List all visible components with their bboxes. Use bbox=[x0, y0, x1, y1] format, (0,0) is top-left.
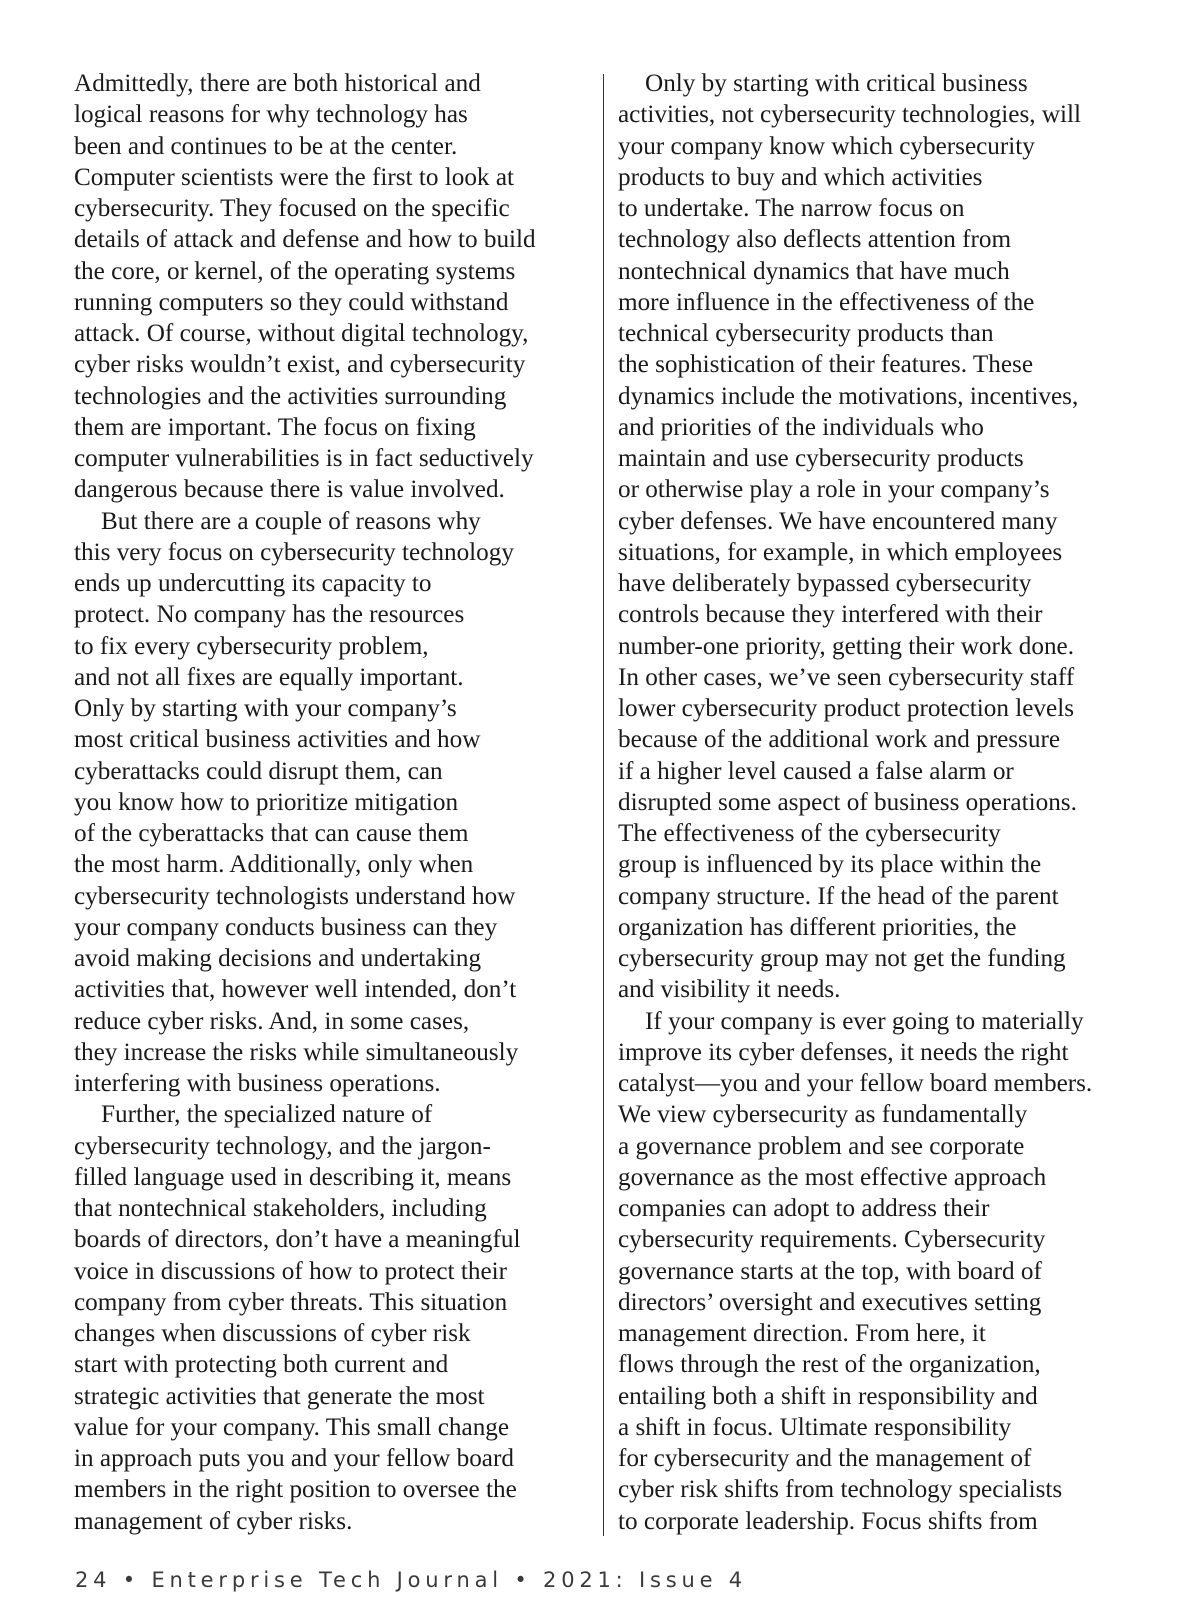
paragraph bbox=[74, 506, 582, 1100]
text-line: logical reasons for why technology has bbox=[74, 101, 468, 129]
text-line: The effectiveness of the cybersecurity bbox=[618, 820, 1001, 847]
text-line: have deliberately bypassed cybersecurity bbox=[618, 570, 1032, 597]
text-line: and not all fixes are equally important. bbox=[74, 663, 464, 691]
text-line: products to buy and which activities bbox=[618, 163, 983, 191]
text-line: the most harm. Additionally, only when bbox=[74, 851, 474, 879]
text-line: cybersecurity requirements. Cybersecurity bbox=[618, 1226, 1046, 1254]
text-line: that nontechnical stakeholders, including bbox=[74, 1195, 487, 1222]
text-line: if a higher level caused a false alarm or bbox=[618, 757, 1014, 785]
text-line: in approach puts you and your fellow board bbox=[74, 1445, 514, 1472]
text-line: or otherwise play a role in your company’s bbox=[618, 476, 1050, 504]
text-line: dangerous because there is value involved. bbox=[74, 476, 505, 504]
text-line: entailing both a shift in responsibility and bbox=[618, 1382, 1038, 1410]
text-line: disrupted some aspect of business operations. bbox=[618, 788, 1077, 816]
text-line: interfering with business operations. bbox=[74, 1070, 441, 1097]
text-line: group is influenced by its place within the bbox=[618, 851, 1042, 879]
text-line: computer vulnerabilities is in fact seductively bbox=[74, 445, 534, 472]
text-line: dynamics include the motivations, incentives, bbox=[618, 382, 1079, 410]
text-line: Admittedly, there are both historical and bbox=[74, 70, 481, 97]
text-line: them are important. The focus on fixing bbox=[74, 413, 476, 441]
text-line: flows through the rest of the organization, bbox=[618, 1351, 1041, 1379]
text-line: company structure. If the head of the parent bbox=[618, 882, 1059, 910]
text-line: your company conducts business can they bbox=[74, 913, 498, 941]
text-line: the core, or kernel, of the operating systems bbox=[74, 257, 516, 285]
text-line: number-one priority, getting their work done. bbox=[618, 632, 1075, 660]
column-divider bbox=[603, 74, 604, 1536]
text-line: they increase the risks while simultaneously bbox=[74, 1038, 519, 1066]
text-line: because of the additional work and pressure bbox=[618, 726, 1061, 754]
text-line: activities that, however well intended, don’t bbox=[74, 976, 517, 1004]
text-line: If your company is ever going to materially bbox=[645, 1007, 1084, 1035]
left-column bbox=[74, 68, 582, 1537]
text-line: situations, for example, in which employees bbox=[618, 538, 1063, 566]
text-line: technical cybersecurity products than bbox=[618, 320, 994, 347]
text-line: directors’ oversight and executives setting bbox=[618, 1288, 1042, 1316]
text-line: catalyst—you and your fellow board members. bbox=[618, 1070, 1093, 1097]
text-line: controls because they interfered with their bbox=[618, 601, 1043, 629]
paragraph bbox=[74, 1099, 582, 1537]
text-line: technology also deflects attention from bbox=[618, 226, 1012, 254]
text-line: technologies and the activities surrounding bbox=[74, 382, 507, 410]
text-line: to undertake. The narrow focus on bbox=[618, 195, 965, 222]
text-line: a governance problem and see corporate bbox=[618, 1132, 1025, 1160]
text-line: governance as the most effective approach bbox=[618, 1163, 1047, 1191]
text-line: for cybersecurity and the management of bbox=[618, 1445, 1032, 1472]
page-footer: 24 • Enterprise Tech Journal • 2021: Issue 4 bbox=[75, 1568, 747, 1592]
text-line: Further, the specialized nature of bbox=[101, 1101, 433, 1129]
text-line: In other cases, we’ve seen cybersecurity staff bbox=[618, 663, 1075, 691]
right-column bbox=[618, 68, 1134, 1537]
text-line: the sophistication of their features. These bbox=[618, 351, 1034, 379]
text-line: you know how to prioritize mitigation bbox=[74, 788, 459, 816]
text-line: activities, not cybersecurity technologies, will bbox=[618, 101, 1082, 129]
text-line: governance starts at the top, with board of bbox=[618, 1257, 1042, 1285]
text-line: more influence in the effectiveness of the bbox=[618, 288, 1035, 316]
text-line: protect. No company has the resources bbox=[74, 601, 465, 629]
text-line: voice in discussions of how to protect their bbox=[74, 1257, 508, 1285]
text-line: cyberattacks could disrupt them, can bbox=[74, 757, 443, 785]
text-line: cyber risk shifts from technology specialists bbox=[618, 1476, 1063, 1504]
text-line: of the cyberattacks that can cause them bbox=[74, 820, 469, 847]
text-line: strategic activities that generate the most bbox=[74, 1382, 485, 1410]
text-line: members in the right position to oversee the bbox=[74, 1476, 517, 1504]
text-line: nontechnical dynamics that have much bbox=[618, 257, 1010, 285]
text-line: companies can adopt to address their bbox=[618, 1195, 990, 1222]
text-line: lower cybersecurity product protection levels bbox=[618, 695, 1075, 722]
text-line: your company know which cybersecurity bbox=[618, 132, 1035, 160]
text-line: cybersecurity group may not get the funding bbox=[618, 945, 1066, 972]
text-line: Only by starting with critical business bbox=[645, 70, 1028, 97]
text-line: and priorities of the individuals who bbox=[618, 413, 984, 441]
text-line: boards of directors, don’t have a meaningful bbox=[74, 1226, 521, 1254]
text-line: We view cybersecurity as fundamentally bbox=[618, 1101, 1028, 1129]
text-line: start with protecting both current and bbox=[74, 1351, 449, 1379]
text-line: attack. Of course, without digital technology, bbox=[74, 320, 529, 347]
text-line: this very focus on cybersecurity technology bbox=[74, 538, 514, 566]
text-line: cybersecurity technologists understand how bbox=[74, 882, 516, 910]
text-line: reduce cyber risks. And, in some cases, bbox=[74, 1007, 470, 1035]
text-line: Computer scientists were the first to look at bbox=[74, 163, 514, 191]
paragraph bbox=[618, 68, 1134, 1006]
paragraph bbox=[74, 68, 582, 506]
text-line: organization has different priorities, the bbox=[618, 913, 1017, 941]
text-line: filled language used in describing it, means bbox=[74, 1163, 512, 1191]
text-line: cybersecurity technology, and the jargon- bbox=[74, 1132, 491, 1160]
text-line: Only by starting with your company’s bbox=[74, 695, 457, 722]
text-line: and visibility it needs. bbox=[618, 976, 841, 1004]
text-line: cybersecurity. They focused on the specific bbox=[74, 195, 510, 222]
text-line: been and continues to be at the center. bbox=[74, 132, 458, 160]
text-line: cyber risks wouldn’t exist, and cybersecurity bbox=[74, 351, 526, 379]
text-line: running computers so they could withstand bbox=[74, 288, 509, 316]
text-line: a shift in focus. Ultimate responsibility bbox=[618, 1413, 1012, 1441]
text-line: management of cyber risks. bbox=[74, 1507, 353, 1535]
text-line: avoid making decisions and undertaking bbox=[74, 945, 482, 972]
text-line: most critical business activities and how bbox=[74, 726, 481, 754]
text-line: to corporate leadership. Focus shifts from bbox=[618, 1507, 1038, 1535]
text-line: value for your company. This small change bbox=[74, 1413, 510, 1441]
text-line: ends up undercutting its capacity to bbox=[74, 570, 432, 597]
text-line: changes when discussions of cyber risk bbox=[74, 1320, 471, 1347]
paragraph bbox=[618, 1006, 1134, 1537]
text-line: maintain and use cybersecurity products bbox=[618, 445, 1024, 472]
text-line: details of attack and defense and how to build bbox=[74, 226, 536, 254]
text-line: company from cyber threats. This situation bbox=[74, 1288, 508, 1316]
text-line: improve its cyber defenses, it needs the right bbox=[618, 1038, 1069, 1066]
text-line: But there are a couple of reasons why bbox=[101, 507, 481, 535]
text-line: management direction. From here, it bbox=[618, 1320, 986, 1347]
text-line: to fix every cybersecurity problem, bbox=[74, 632, 429, 660]
text-line: cyber defenses. We have encountered many bbox=[618, 507, 1058, 535]
